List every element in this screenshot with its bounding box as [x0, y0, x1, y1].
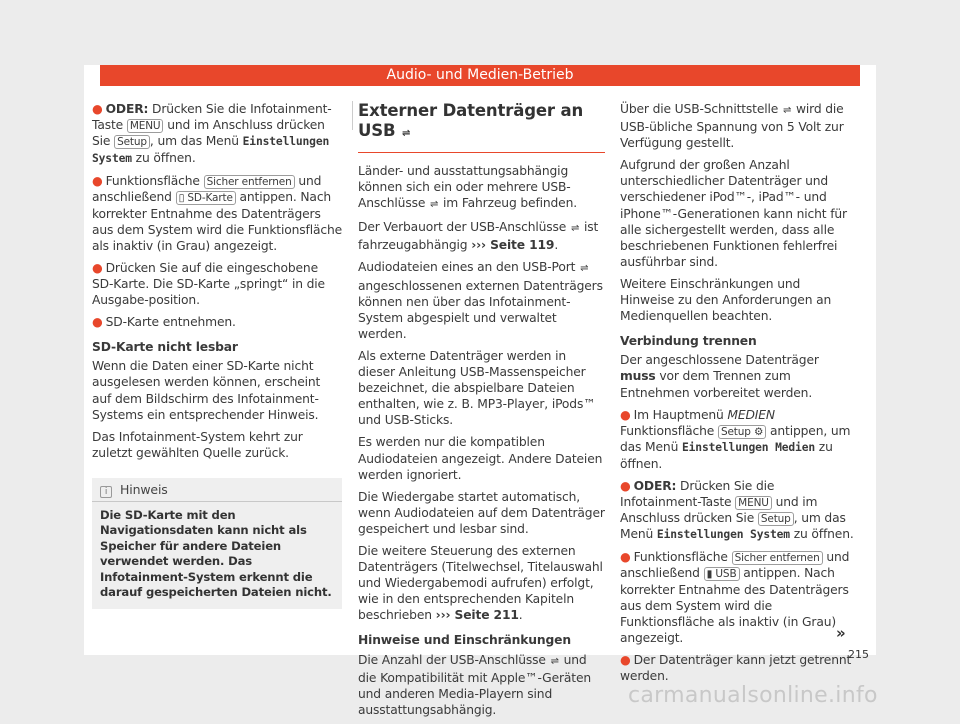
page-reference-link[interactable]: ››› Seite 211: [435, 608, 519, 623]
paragraph: Wenn die Daten einer SD-Karte nicht ausgelesen werden können, erscheint auf dem Bildschirm des Infotainment-Systems ein entsprechender Hinweis.: [92, 359, 321, 422]
usb-icon: ⇌: [570, 223, 580, 235]
bullet-icon: ●: [92, 260, 103, 275]
menu-path: Einstellungen System: [656, 528, 790, 542]
info-icon: i: [100, 486, 112, 498]
gear-icon: ⚙: [750, 425, 764, 438]
bullet-icon: ●: [620, 407, 631, 422]
usb-icon: ⇌: [580, 263, 589, 275]
setup-key: Setup: [114, 135, 150, 149]
section-title: SD-Karte nicht lesbar: [92, 340, 238, 355]
paragraph: Die Anzahl der USB-Anschlüsse ⇌ und die Kompatibilität mit Apple™-Geräten und anderen Media-Playern sind ausstattungsabhängig.: [358, 652, 592, 717]
continue-mark: »: [836, 624, 846, 642]
safely-remove-key: Sicher entfernen: [732, 551, 823, 565]
paragraph: Aufgrund der großen Anzahl unterschiedlicher Datenträger und verschiedener iPod™-, iPad™- und iPhone™-Generationen kann nicht für alle sichergestellt werden, dass alle beschriebenen Funktionen fehlerfrei ausführbar sind.: [620, 158, 847, 269]
paragraph: Weitere Einschränkungen und Hinweise zu den Anforderungen an Medienquellen beachten.: [620, 276, 832, 324]
usb-icon: ⇌: [430, 199, 439, 211]
bullet-item: ● ODER: Drücken Sie die Infotainment-Taste MENU und im Anschluss drücken Sie Setup , um das Menü Einstellungen System zu öffnen.: [620, 478, 854, 542]
usb-icon: ⇌: [782, 105, 792, 116]
paragraph: Als externe Datenträger werden in dieser Anleitung USB-Massenspeicher bezeichnet, die abspielbare Dateien enthalten, wie z. B. MP3-Player, iPods™ und USB-Sticks.: [358, 348, 596, 428]
bullet-item: ● Drücken Sie auf die eingeschobene SD-Karte. Die SD-Karte „springt“ in die Ausgabe-position.: [92, 260, 325, 308]
column-middle: [358, 101, 605, 724]
usb-icon: ⇌: [402, 128, 411, 139]
page-reference-link[interactable]: ››› Seite 119: [471, 238, 555, 253]
page-header: Audio- und Medien-Betrieb: [100, 65, 860, 86]
paragraph: Audiodateien eines an den USB-Port ⇌ angeschlossenen externen Datenträgers können nen über das Infotainment-System abgespielt und verwaltet werden.: [358, 260, 603, 341]
page-number: 215: [848, 648, 869, 661]
paragraph: Länder- und ausstattungsabhängig können sich ein oder mehrere USB-Anschlüsse ⇌ im Fahrzeug befinden.: [358, 163, 605, 213]
sd-card-icon: ▯: [178, 192, 188, 205]
bullet-item: ● Im Hauptmenü MEDIEN Funktionsfläche Setup ⚙ antippen, um das Menü Einstellungen Medien zu öffnen.: [620, 407, 851, 471]
paragraph: Der angeschlossene Datenträger muss vor dem Trennen zum Entnehmen vorbereitet werden.: [620, 353, 819, 400]
bullet-item: ● Funktionsfläche Sicher entfernen und anschließend ▯ SD-Karte antippen. Nach korrekter Entnahme des Datenträgers aus dem System wird die Funktionsfläche als inaktiv (in Grau) angezeigt.: [92, 174, 343, 253]
menu-key: MENU: [735, 496, 772, 510]
bullet-item: ● Funktionsfläche Sicher entfernen und anschließend ▮ USB antippen. Nach korrekter Entnahme des Datenträgers aus dem System wird die Funktionsfläche als inaktiv (in Grau) angezeigt.: [620, 550, 850, 645]
section-title: Hinweise und Einschränkungen: [358, 633, 571, 648]
column-left: [92, 101, 342, 609]
paragraph: Die Wiedergabe startet automatisch, wenn Audiodateien auf dem Datenträger gespeichert und lesbar sind.: [358, 489, 605, 536]
usb-icon: ⇌: [550, 655, 559, 667]
section-title: Verbindung trennen: [620, 334, 757, 349]
bullet-icon: ●: [92, 174, 103, 189]
paragraph: Der Verbauort der USB-Anschlüsse ⇌ ist fahrzeugabhängig ››› Seite 119.: [358, 220, 599, 253]
usb-key: ▮ USB: [704, 567, 740, 581]
setup-key: Setup ⚙: [718, 425, 766, 439]
hint-header: i Hinweis: [92, 478, 342, 502]
bullet-icon: ●: [92, 102, 103, 116]
section-heading: Externer Datenträger an USB ⇌: [358, 101, 605, 153]
sd-card-key: ▯ SD-Karte: [176, 191, 236, 205]
setup-key: Setup: [758, 512, 794, 526]
paragraph: Es werden nur die kompatiblen Audiodateien angezeigt. Andere Dateien werden ignoriert.: [358, 435, 603, 482]
usb-stick-icon: ▮: [706, 568, 716, 581]
paragraph: Die weitere Steuerung des externen Datenträgers (Titelwechsel, Titelauswahl und Wiedergabemodi aufrufen) erfolgt, wie in den entsprechenden Kapiteln beschrieben ››› Seite 211.: [358, 543, 603, 623]
column-right: [620, 101, 857, 690]
paragraph: Das Infotainment-System kehrt zur zuletzt gewählten Quelle zurück.: [92, 429, 303, 460]
bullet-icon: ●: [620, 652, 631, 667]
menu-key: MENU: [127, 119, 164, 133]
hint-box: [92, 478, 342, 609]
safely-remove-key: Sicher entfernen: [204, 175, 295, 189]
bullet-icon: ●: [620, 478, 631, 493]
menu-path: Einstellungen System: [92, 135, 330, 166]
bullet-item: ● SD-Karte entnehmen.: [92, 315, 236, 330]
hint-text: Die SD-Karte mit den Navigationsdaten kann nicht als Speicher für andere Dateien verwendet werden. Das Infotainment-System erkennt die darauf gespeicherten Dateien nicht.: [100, 507, 332, 599]
bullet-item: ● ODER: Drücken Sie die Infotainment-Taste MENU und im Anschluss drücken Sie Setup , um das Menü Einstellungen System zu öffnen.: [92, 102, 332, 166]
bullet-icon: ●: [92, 315, 103, 330]
paragraph: Über die USB-Schnittstelle ⇌ wird die USB-übliche Spannung von 5 Volt zur Verfügung gestellt.: [620, 102, 844, 151]
bullet-icon: ●: [620, 550, 631, 565]
menu-path: Einstellungen Medien: [681, 440, 816, 454]
title-marker: [352, 101, 353, 130]
watermark: carmanualsonline.info: [628, 683, 878, 708]
bullet-item: ● Der Datenträger kann jetzt getrennt werden.: [620, 652, 852, 683]
